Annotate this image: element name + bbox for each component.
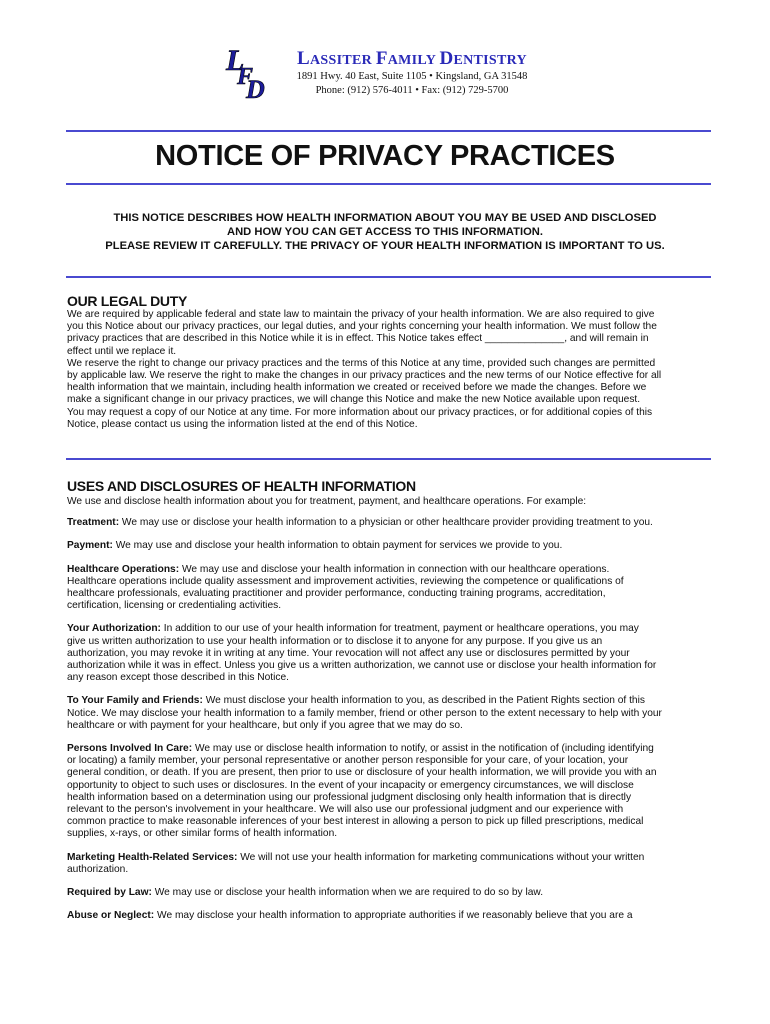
document-title: NOTICE OF PRIVACY PRACTICES: [155, 140, 615, 172]
disclosure-label: Your Authorization:: [67, 623, 161, 635]
notice-intro: [60, 211, 710, 254]
disclosure-line: [67, 564, 703, 576]
disclosure-text: We may use or disclose your health information to a physician or other healthcare provider providing treatment to you.: [119, 517, 653, 529]
disclosure-paragraph: [67, 910, 703, 922]
practice-name: [262, 48, 562, 70]
disclosure-line: [67, 852, 703, 864]
disclosure-label: Marketing Health-Related Services:: [67, 851, 238, 863]
disclosure-line: Healthcare operations include quality assessment and improvement activities, reviewing the competence or qualifications of: [67, 575, 624, 587]
disclosure-line: or locating) a family member, your personal representative or another person responsible for your care, of your location, your: [67, 755, 629, 767]
legal-duty-line: health information that we maintain, including health information we created or received before we made the changes. Before we: [67, 382, 647, 394]
disclosure-text: We may use and disclose your health information in connection with our healthcare operations.: [179, 563, 610, 575]
section-rule: [66, 276, 711, 278]
disclosure-label: Healthcare Operations:: [67, 563, 180, 575]
disclosure-line: opportunity to object to such uses or disclosures. In the event of your incapacity or emergency circumstances, we will disclose: [67, 779, 634, 791]
name-initial: D: [439, 48, 454, 69]
disclosure-line: [67, 887, 703, 899]
disclosure-line: supplies, x-rays, or other similar forms of health information.: [67, 828, 338, 840]
disclosure-text: We may use or disclose your health information when we are required to do so by law.: [151, 887, 544, 899]
legal-duty-line: Notice, please contact us using the information listed at the end of this Notice.: [67, 418, 418, 430]
disclosure-text: In addition to our use of your health information for treatment, payment or healthcare operations, you may: [160, 623, 639, 635]
disclosure-paragraph: [67, 623, 703, 684]
legal-duty-line: effect until we replace it.: [67, 345, 177, 357]
disclosure-paragraph: [67, 887, 703, 899]
disclosure-line: authorization while it was in effect. Unless you give us a written authorization, we cannot use or disclose your health information for: [67, 660, 657, 672]
disclosure-text: We must disclose your health information to you, as described in the Patient Rights section of this: [202, 695, 645, 707]
name-initial: F: [375, 48, 388, 69]
disclosure-line: health information based on a determination using our professional judgment disclosing only health information that is directly: [67, 791, 632, 803]
disclosure-line: general condition, or death. If you are present, then prior to use or disclosure of your health information, we will provide you with an: [67, 767, 657, 779]
intro-line: THIS NOTICE DESCRIBES HOW HEALTH INFORMATION ABOUT YOU MAY BE USED AND DISCLOSED: [113, 212, 657, 224]
legal-duty-line: you this Notice about our privacy practices, our legal duties, and your rights concerning your health information. We must follow the: [67, 321, 657, 333]
disclosure-label: Treatment:: [67, 517, 120, 529]
practice-address: 1891 Hwy. 40 East, Suite 1105 • Kingsland, GA 31548: [296, 71, 528, 82]
disclosure-paragraph: [67, 564, 703, 613]
legal-duty-line: by applicable law. We reserve the right to make the changes in our privacy practices and the new terms of our Notice effective for all: [67, 370, 662, 382]
title-bottom-rule: [66, 183, 711, 185]
legal-duty-line: We reserve the right to change our privacy practices and the terms of this Notice at any time, provided such changes are permitted: [67, 357, 656, 369]
disclosure-line: relevant to the person's involvement in your healthcare. We will also use our professional judgment and our experience with: [67, 804, 624, 816]
disclosure-line: certification, licensing or credentialing activities.: [67, 600, 282, 612]
section-heading-legal-duty: OUR LEGAL DUTY: [67, 293, 187, 309]
disclosure-label: Persons Involved In Care:: [67, 743, 193, 755]
disclosure-text: We may disclose your health information to appropriate authorities if we reasonably believe that you are a: [154, 910, 633, 922]
disclosure-paragraph: [67, 517, 703, 529]
disclosure-line: healthcare or with payment for your healthcare, but only if you agree that we may do so.: [67, 719, 463, 731]
legal-duty-line: privacy practices that are described in this Notice while it is in effect. This Notice takes effect ______________, and will remain in: [67, 333, 649, 345]
section-heading-uses: USES AND DISCLOSURES OF HEALTH INFORMATION: [67, 478, 416, 494]
disclosure-line: any reason except those described in this Notice.: [67, 672, 289, 684]
disclosure-line: [67, 695, 703, 707]
disclosure-line: healthcare professionals, evaluating practitioner and provider performance, conducting training programs, accreditation,: [67, 588, 606, 600]
title-top-rule: [66, 130, 711, 132]
legal-duty-line: You may request a copy of our Notice at any time. For more information about our privacy practices, or for additional copies of this: [67, 406, 653, 418]
disclosure-line: authorization, you may revoke it in writing at any time. Your revocation will not affect any use or disclosures permitted by your: [67, 647, 630, 659]
legal-duty-body: [67, 309, 703, 431]
logo-letter: L: [226, 44, 245, 77]
logo-letter: F: [237, 64, 254, 90]
disclosure-line: [67, 910, 703, 922]
name-rest: ENTISTRY: [453, 53, 527, 68]
disclosure-paragraph: [67, 540, 703, 552]
name-rest: ASSITER: [310, 53, 376, 68]
disclosure-label: Abuse or Neglect:: [67, 910, 155, 922]
name-initial: L: [297, 48, 310, 69]
disclosure-paragraph: [67, 695, 703, 732]
practice-phone-fax: Phone: (912) 576-4011 • Fax: (912) 729-5700: [315, 85, 509, 96]
disclosure-paragraph: [67, 743, 703, 841]
disclosure-text: We will not use your health information for marketing communications without your written: [237, 851, 645, 863]
disclosure-label: Required by Law:: [67, 887, 152, 899]
intro-line: PLEASE REVIEW IT CAREFULLY. THE PRIVACY OF YOUR HEALTH INFORMATION IS IMPORTANT TO US.: [105, 240, 665, 253]
uses-body: [67, 496, 703, 933]
disclosure-line: authorization.: [67, 863, 129, 875]
legal-duty-line: make a significant change in our privacy practices, we will change this Notice and make the new Notice available upon request.: [67, 394, 641, 406]
disclosure-text: We may use or disclose health information to notify, or assist in the notification of (including identifying: [192, 743, 654, 755]
disclosure-text: We may use and disclose your health information to obtain payment for services we provide to you.: [112, 540, 563, 552]
disclosure-line: [67, 623, 703, 635]
disclosure-line: [67, 517, 703, 529]
uses-intro: We use and disclose health information about you for treatment, payment, and healthcare operations. For example:: [67, 496, 587, 507]
disclosure-line: common practice to make reasonable inferences of your best interest in allowing a person to pick up filled prescriptions, medical: [67, 816, 644, 828]
letterhead: [222, 40, 562, 102]
disclosure-paragraph: [67, 852, 703, 876]
disclosure-label: Payment:: [67, 540, 113, 552]
intro-line: AND HOW YOU CAN GET ACCESS TO THIS INFORMATION.: [227, 226, 543, 239]
section-rule: [66, 458, 711, 460]
disclosure-line: give us written authorization to use your health information or to disclose it to anyone for any purpose. If you give us an: [67, 635, 603, 647]
disclosure-line: [67, 540, 703, 552]
logo-letter: D: [246, 75, 265, 100]
disclosure-line: [67, 743, 703, 755]
disclosure-label: To Your Family and Friends:: [67, 695, 203, 707]
name-rest: AMILY: [387, 53, 440, 68]
disclosure-line: Notice. We may disclose your health information to a family member, friend or other person to the extent necessary to help with your: [67, 707, 662, 719]
legal-duty-line: We are required by applicable federal and state law to maintain the privacy of your health information. We are also required to give: [67, 309, 655, 320]
